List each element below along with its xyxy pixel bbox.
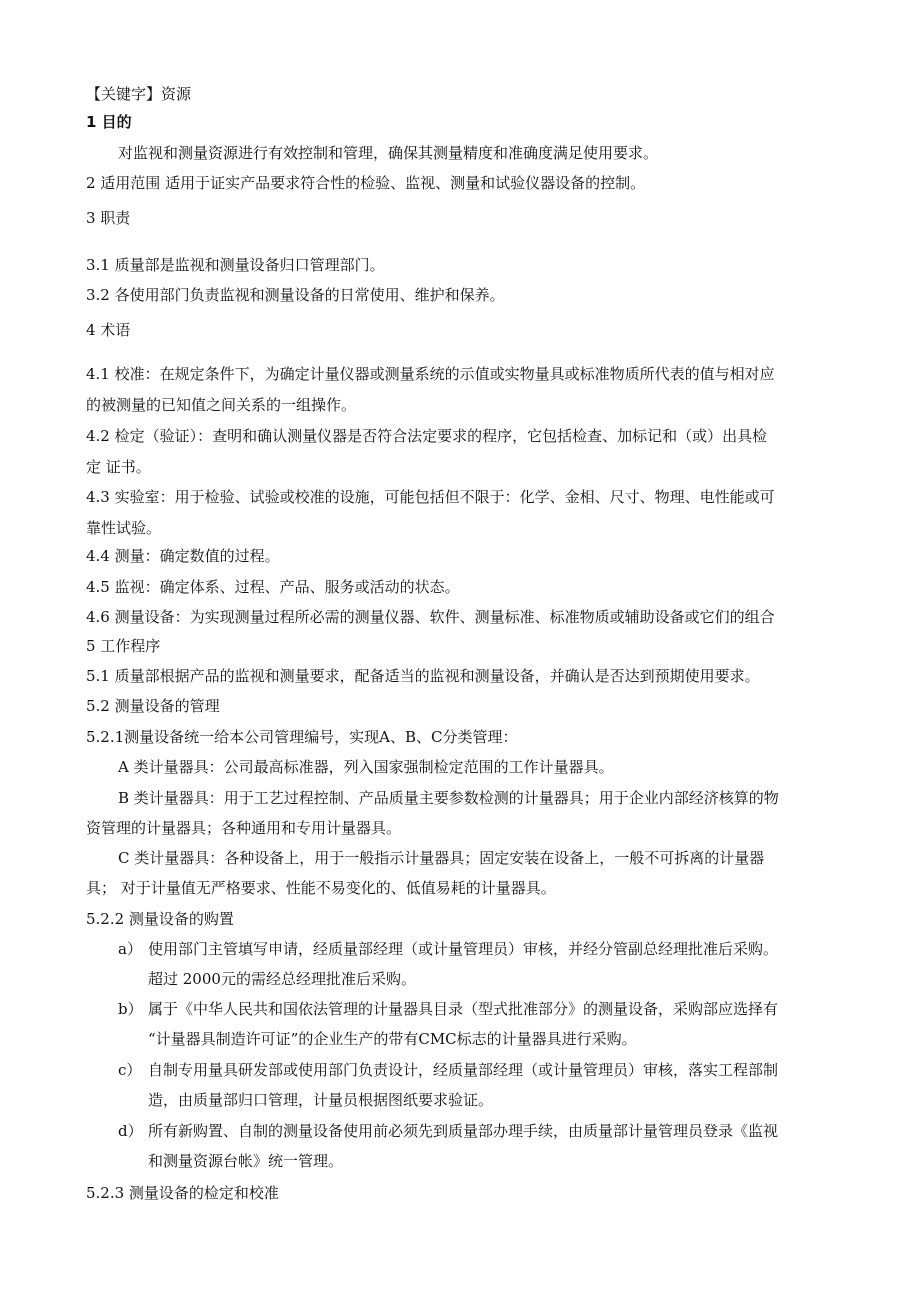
item-b-line-1 <box>118 999 778 1019</box>
term-4-1-line-2: 的被测量的已知值之间关系的一组操作。 <box>86 396 357 414</box>
item-b-tag: b） <box>118 1000 143 1018</box>
term-4-2-line-2: 定 证书。 <box>86 458 151 476</box>
item-d-text-1: 所有新购置、自制的测量设备使用前必须先到质量部办理手续，由质量部计量管理员登录《监视 <box>148 1122 779 1140</box>
section-1-body: 对监视和测量资源进行有效控制和管理，确保其测量精度和准确度满足使用要求。 <box>118 144 659 162</box>
item-c-text-2: 造，由质量部归口管理，计量员根据图纸要求验证。 <box>148 1091 494 1109</box>
section-2: 2 适用范围 适用于证实产品要求符合性的检验、监视、测量和试验仪器设备的控制。 <box>86 174 646 192</box>
item-c-line-1 <box>118 1060 778 1080</box>
item-d-line-1 <box>118 1121 778 1141</box>
item-b-text-1: 属于《中华人民共和国依法管理的计量器具目录（型式批准部分》的测量设备，采购部应选择有 <box>148 1000 779 1018</box>
section-5-2-3: 5.2.3 测量设备的检定和校准 <box>86 1184 279 1202</box>
section-3-title: 3 职责 <box>86 209 131 227</box>
term-4-4: 4.4 测量：确定数值的过程。 <box>86 547 280 565</box>
section-5-1: 5.1 质量部根据产品的监视和测量要求，配备适当的监视和测量设备，并确认是否达到预期使用要求。 <box>86 667 760 685</box>
section-3-2: 3.2 各使用部门负责监视和测量设备的日常使用、维护和保养。 <box>86 286 505 304</box>
section-5-title: 5 工作程序 <box>86 637 161 655</box>
item-d-tag: d） <box>118 1122 143 1140</box>
section-3-1: 3.1 质量部是监视和测量设备归口管理部门。 <box>86 256 385 274</box>
item-d-text-2: 和测量资源台帐》统一管理。 <box>148 1152 344 1170</box>
class-b-line-1: B 类计量器具：用于工艺过程控制、产品质量主要参数检测的计量器具；用于企业内部经济核算的物 <box>118 789 779 807</box>
item-a-text-1: 使用部门主管填写申请，经质量部经理（或计量管理员）审核，并经分管副总经理批准后采购。 <box>148 940 779 958</box>
item-c-text-1: 自制专用量具研发部或使用部门负责设计，经质量部经理（或计量管理员）审核，落实工程部制 <box>148 1061 779 1079</box>
section-1-title: 1 目的 <box>86 113 132 131</box>
section-5-2-1: 5.2.1测量设备统一给本公司管理编号，实现A、B、C分类管理： <box>86 728 518 746</box>
term-4-1-line-1: 4.1 校准：在规定条件下，为确定计量仪器或测量系统的示值或实物量具或标准物质所代表的值与相对应 <box>86 365 775 383</box>
class-c-line-1: C 类计量器具：各种设备上，用于一般指示计量器具；固定安装在设备上，一般不可拆离的计量器 <box>118 849 765 867</box>
class-c-line-2: 具； 对于计量值无严格要求、性能不易变化的、低值易耗的计量器具。 <box>86 879 556 897</box>
section-5-2: 5.2 测量设备的管理 <box>86 697 220 715</box>
section-4-title: 4 术语 <box>86 321 131 339</box>
item-a-text-2: 超过 2000元的需经总经理批准后采购。 <box>148 970 416 988</box>
item-c-tag: c） <box>118 1061 142 1079</box>
item-a-line-1 <box>118 939 778 959</box>
class-a: A 类计量器具：公司最高标准器，列入国家强制检定范围的工作计量器具。 <box>118 758 614 776</box>
keywords-line: 【关键字】资源 <box>86 85 192 103</box>
term-4-3-line-2: 靠性试验。 <box>86 519 162 537</box>
term-4-5: 4.5 监视：确定体系、过程、产品、服务或活动的状态。 <box>86 578 460 596</box>
term-4-2-line-1: 4.2 检定（验证）：查明和确认测量仪器是否符合法定要求的程序，它包括检查、加标记和（或）出具检 <box>86 427 768 445</box>
item-a-tag: a） <box>118 940 142 958</box>
class-b-line-2: 资管理的计量器具；各种通用和专用计量器具。 <box>86 819 402 837</box>
term-4-3-line-1: 4.3 实验室：用于检验、试验或校准的设施，可能包括但不限于：化学、金相、尺寸、物理、电性能或可 <box>86 488 775 506</box>
term-4-6: 4.6 测量设备：为实现测量过程所必需的测量仪器、软件、测量标准、标准物质或辅助设备或它们的组合 <box>86 608 775 626</box>
section-5-2-2: 5.2.2 测量设备的购置 <box>86 910 234 928</box>
item-b-text-2: “计量器具制造许可证”的企业生产的带有CMC标志的计量器具进行采购。 <box>148 1030 637 1048</box>
